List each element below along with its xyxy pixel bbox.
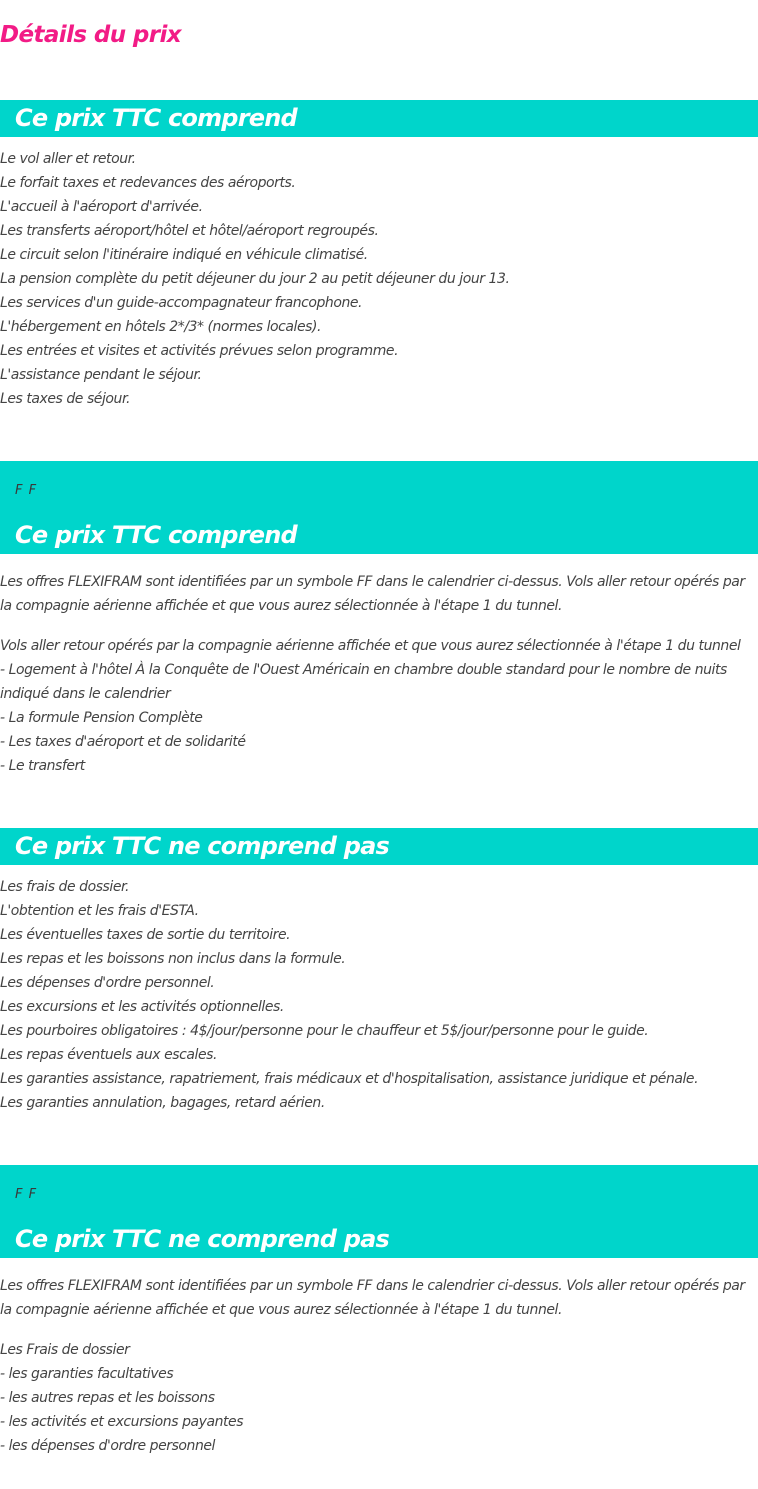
excluded-heading: Ce prix TTC ne comprend pas — [15, 832, 390, 860]
list-item: Le vol aller et retour. — [0, 151, 136, 167]
list-item: Le circuit selon l'itinéraire indiqué en véhicule climatisé. — [0, 247, 368, 263]
list-item: - La formule Pension Complète — [0, 710, 203, 726]
list-item: Les garanties assistance, rapatriement, frais médicaux et d'hospitalisation, assistance juridique et pénale. — [0, 1071, 699, 1087]
ff-included-intro: Les offres FLEXIFRAM sont identifiées par un symbole FF dans le calendrier ci-dessus. Vols aller retour opérés par la compagnie aérienne affichée et que vous aurez sélectionnée à l'étape 1 du tunnel. — [0, 574, 745, 614]
ff-included-heading: Ce prix TTC comprend — [15, 521, 297, 549]
list-item: Les repas éventuels aux escales. — [0, 1047, 217, 1063]
page-title: Détails du prix — [0, 22, 182, 48]
list-item: Les dépenses d'ordre personnel. — [0, 975, 215, 991]
list-item: - Les taxes d'aéroport et de solidarité — [0, 734, 246, 750]
ff-included-list — [0, 706, 758, 778]
list-item: L'assistance pendant le séjour. — [0, 367, 202, 383]
list-item: - les activités et excursions payantes — [0, 1414, 244, 1430]
excluded-list — [0, 875, 758, 1115]
ff-excluded-list — [0, 1338, 758, 1458]
ff-excluded-intro: Les offres FLEXIFRAM sont identifiées par un symbole FF dans le calendrier ci-dessus. Vols aller retour opérés par la compagnie aérienne affichée et que vous aurez sélectionnée à l'étape 1 du tunnel. — [0, 1278, 745, 1318]
list-item: Les excursions et les activités optionnelles. — [0, 999, 284, 1015]
ff-excluded-heading: Ce prix TTC ne comprend pas — [15, 1225, 390, 1253]
list-item: Les Frais de dossier — [0, 1342, 130, 1358]
list-item: - les garanties facultatives — [0, 1366, 174, 1382]
included-heading: Ce prix TTC comprend — [15, 104, 297, 132]
list-item: - les dépenses d'ordre personnel — [0, 1438, 216, 1454]
list-item: Les entrées et visites et activités prévues selon programme. — [0, 343, 399, 359]
ff-included-flight: Vols aller retour opérés par la compagnie aérienne affichée et que vous aurez sélectionnée à l'étape 1 du tunnel — [0, 638, 741, 654]
list-item: - les autres repas et les boissons — [0, 1390, 215, 1406]
list-item: Les pourboires obligatoires : 4$/jour/personne pour le chauffeur et 5$/jour/personne pour le guide. — [0, 1023, 649, 1039]
list-item: La pension complète du petit déjeuner du jour 2 au petit déjeuner du jour 13. — [0, 271, 510, 287]
list-item: - Le transfert — [0, 758, 85, 774]
list-item: Le forfait taxes et redevances des aéroports. — [0, 175, 296, 191]
list-item: Les services d'un guide-accompagnateur francophone. — [0, 295, 363, 311]
list-item: L'obtention et les frais d'ESTA. — [0, 903, 199, 919]
list-item: Les éventuelles taxes de sortie du territoire. — [0, 927, 291, 943]
included-list — [0, 147, 758, 411]
list-item: Les taxes de séjour. — [0, 391, 130, 407]
ff-included-header-band — [0, 461, 758, 554]
ff-tag: F F — [15, 483, 38, 498]
list-item: Les garanties annulation, bagages, retard aérien. — [0, 1095, 325, 1111]
list-item: L'hébergement en hôtels 2*/3* (normes locales). — [0, 319, 321, 335]
list-item: Les repas et les boissons non inclus dans la formule. — [0, 951, 346, 967]
list-item: L'accueil à l'aéroport d'arrivée. — [0, 199, 203, 215]
ff-included-lodging: - Logement à l'hôtel À la Conquête de l'Ouest Américain en chambre double standard pour le nombre de nuits indiqué dans le calendrier — [0, 662, 727, 702]
ff-excluded-header-band — [0, 1165, 758, 1258]
included-header-band — [0, 100, 758, 137]
ff-tag: F F — [15, 1187, 38, 1202]
list-item: Les transferts aéroport/hôtel et hôtel/aéroport regroupés. — [0, 223, 379, 239]
excluded-header-band — [0, 828, 758, 865]
list-item: Les frais de dossier. — [0, 879, 130, 895]
